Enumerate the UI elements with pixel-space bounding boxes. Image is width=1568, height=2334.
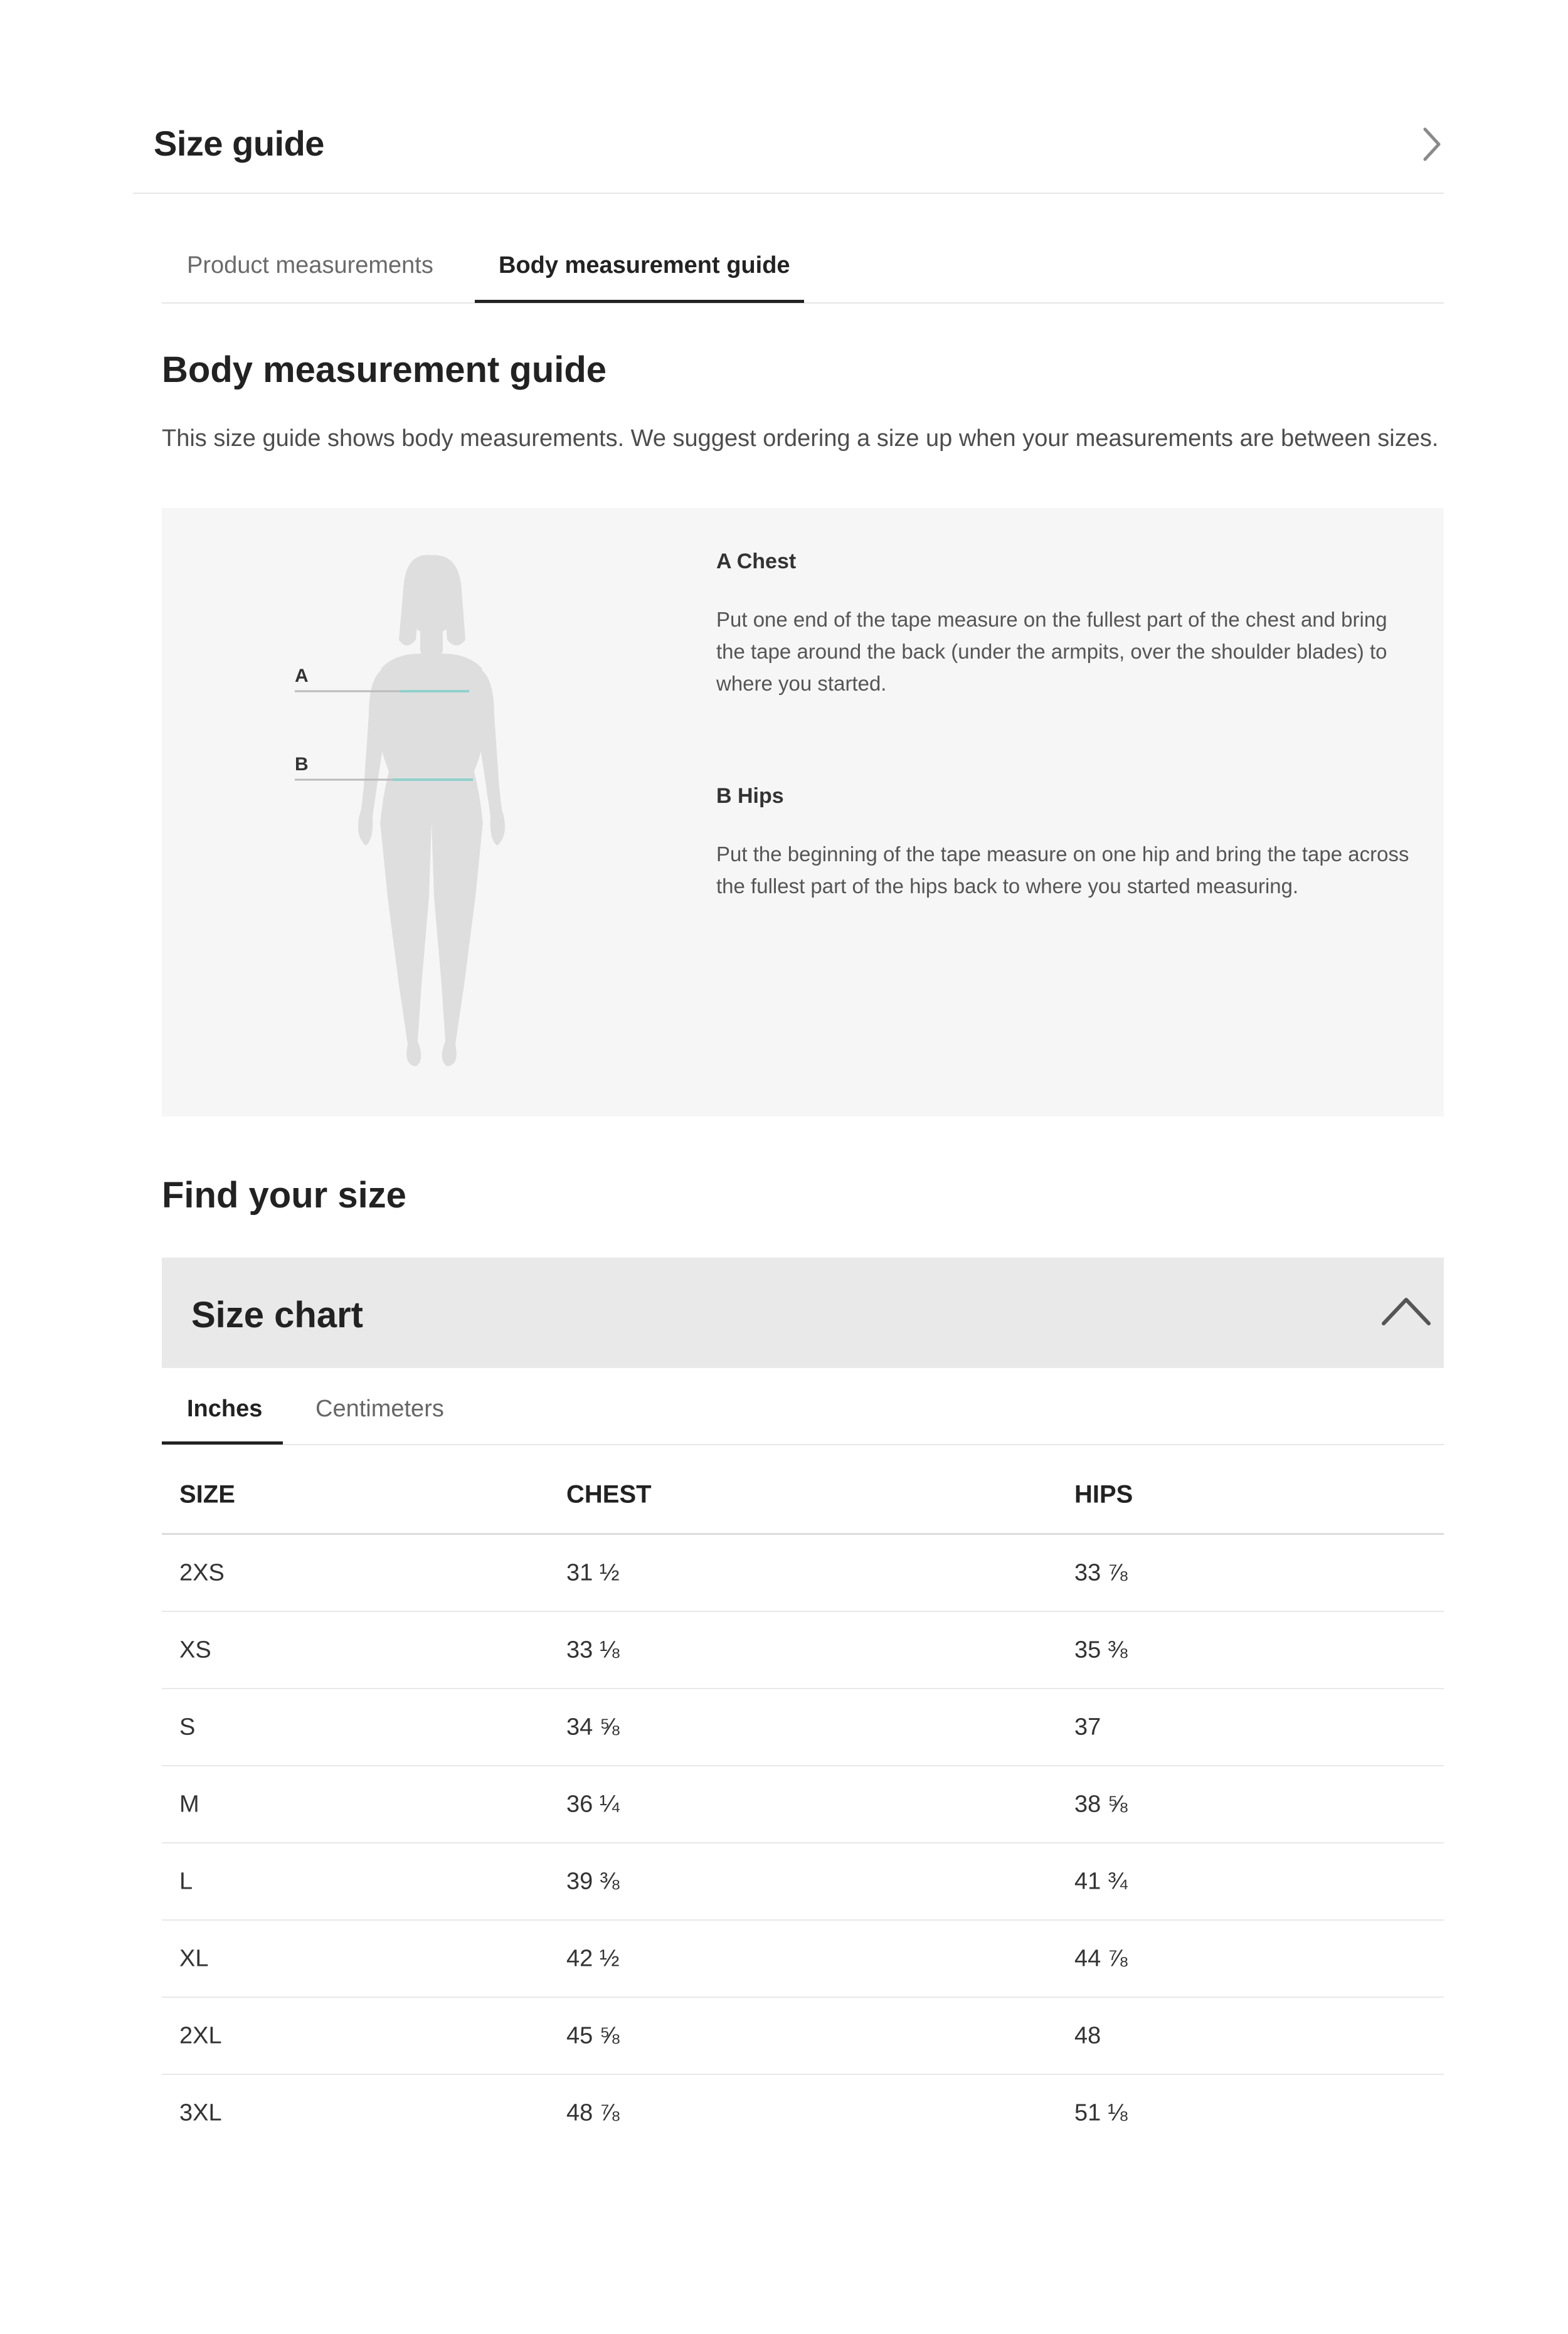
tab-product-measurements[interactable]: Product measurements — [187, 252, 433, 278]
table-row — [162, 1689, 1444, 1766]
size-cell: XS — [179, 1636, 211, 1663]
chest-cell: 36 ¼ — [566, 1791, 620, 1817]
size-cell: 3XL — [179, 2099, 222, 2126]
active-unit-indicator — [162, 1441, 283, 1445]
column-header-chest: CHEST — [566, 1480, 652, 1509]
tab-body-measurement-guide[interactable]: Body measurement guide — [499, 252, 790, 278]
size-chart-table — [162, 1456, 1444, 2151]
figure-label-b: B — [295, 754, 309, 775]
chevron-up-icon[interactable] — [1380, 1292, 1433, 1327]
chest-cell: 33 ⅛ — [566, 1636, 620, 1663]
hips-cell: 38 ⅝ — [1074, 1791, 1128, 1817]
chest-measurement-title: A Chest — [716, 549, 797, 573]
chest-cell: 34 ⅝ — [566, 1714, 620, 1740]
table-row — [162, 1535, 1444, 1612]
hips-measurement-description: Put the beginning of the tape measure on one hip and bring the tape across the fullest part of the hips back to where you started measuring. — [716, 842, 1409, 898]
size-cell: XL — [179, 1945, 209, 1971]
chest-cell: 45 ⅝ — [566, 2022, 620, 2049]
hips-cell: 35 ⅜ — [1074, 1636, 1128, 1663]
page-title: Size guide — [154, 124, 324, 163]
size-cell: 2XS — [179, 1559, 225, 1586]
size-cell: M — [179, 1791, 199, 1817]
hips-cell: 33 ⅞ — [1074, 1559, 1128, 1586]
hips-cell: 51 ⅛ — [1074, 2099, 1128, 2126]
chest-cell: 48 ⅞ — [566, 2099, 620, 2126]
chest-cell: 42 ½ — [566, 1945, 620, 1971]
table-row — [162, 2075, 1444, 2151]
table-row — [162, 1921, 1444, 1998]
chevron-right-icon[interactable] — [1419, 124, 1444, 164]
hips-cell: 44 ⅞ — [1074, 1945, 1128, 1971]
header-divider — [133, 193, 1444, 194]
active-tab-indicator — [475, 300, 804, 303]
unit-tabs-divider — [162, 1444, 1444, 1445]
body-guide-intro: This size guide shows body measurements. We suggest ordering a size up when your measurements are between sizes. — [162, 425, 1439, 452]
body-figure-illustration — [162, 508, 726, 1117]
table-row — [162, 1998, 1444, 2075]
hips-cell: 37 — [1074, 1714, 1101, 1740]
hips-cell: 41 ¾ — [1074, 1868, 1128, 1894]
size-chart-title: Size chart — [191, 1295, 363, 1335]
chest-cell: 31 ½ — [566, 1559, 620, 1586]
table-row — [162, 1766, 1444, 1843]
tab-centimeters[interactable]: Centimeters — [315, 1396, 444, 1422]
size-cell: S — [179, 1714, 196, 1740]
chest-cell: 39 ⅜ — [566, 1868, 620, 1894]
table-row — [162, 1843, 1444, 1921]
chest-measurement-description: Put one end of the tape measure on the fullest part of the chest and bring the tape around the back (under the armpits, over the shoulder blades) to where you started. — [716, 608, 1387, 695]
column-header-hips: HIPS — [1074, 1480, 1133, 1509]
hips-measurement-title: B Hips — [716, 784, 784, 808]
column-header-size: SIZE — [179, 1480, 235, 1509]
size-cell: 2XL — [179, 2022, 222, 2049]
table-header-row — [162, 1456, 1444, 1535]
body-guide-heading: Body measurement guide — [162, 349, 607, 390]
hips-cell: 48 — [1074, 2022, 1101, 2049]
size-cell: L — [179, 1868, 193, 1894]
table-row — [162, 1612, 1444, 1689]
find-your-size-heading: Find your size — [162, 1175, 406, 1216]
tab-inches[interactable]: Inches — [187, 1396, 263, 1422]
figure-label-a: A — [295, 666, 309, 686]
